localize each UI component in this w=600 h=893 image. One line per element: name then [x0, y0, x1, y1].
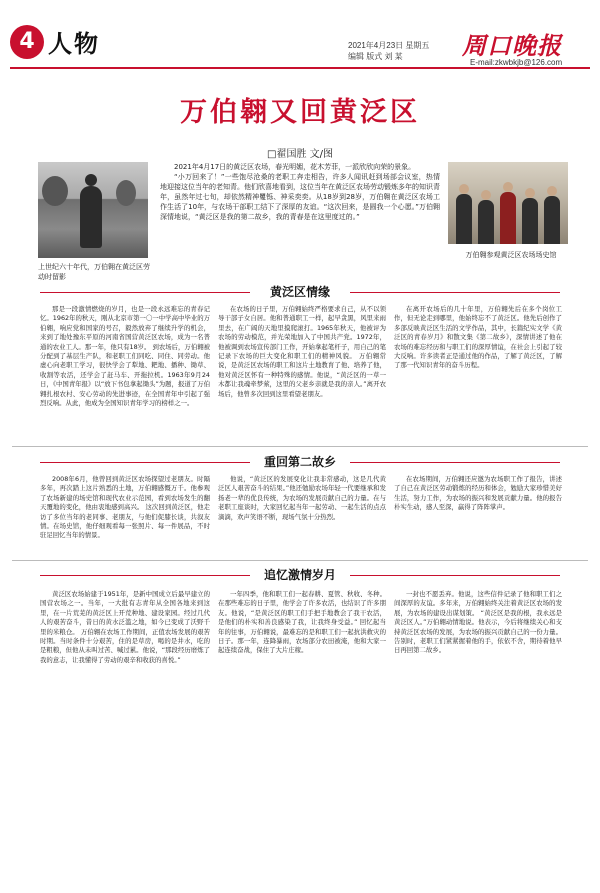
- section-heading: 追忆激情岁月: [263, 568, 336, 582]
- masthead: [0, 0, 600, 74]
- photo-person-shape: [544, 196, 560, 244]
- column-text: 2008年6月，他曾回到黄泛区农场探望过老朋友。时隔多年，再次踏上这片熟悉的土地，万伯翱感慨万千。他参观了农场新建的场史馆和现代农业示范园，看到农场发生的翻天覆地的变化，他由衷地感到高兴。 这次回到黄泛区，他走访了多位当年的老同事、老朋友，与他们促膝长谈，共叙友情。在场史馆，他仔细观看每一张照片、每一件展品，不时驻足回忆当年的情景。: [40, 475, 210, 540]
- column-text: 那是一段激情燃烧的岁月，也是一段永远难忘的青春记忆。1962年的秋天，刚从北京市第一〇一中学高中毕业的万伯翱，响应党和国家的号召，毅然放弃了继续升学的机会，来到了地处豫东平原的河南省国营黄泛区农场，成为一名普通的农业工人。那一年，他只有18岁。 到农场后，万伯翱被分配到了基层生产队，和老职工们同吃、同住、同劳动。他虚心向老职工学习，很快学会了犁地、耙地、播种、锄草、收割等农活，还学会了赶马车、开拖拉机。1963年9月24日，《中国青年报》以“放下书包拿起锄头”为题，报道了万伯翱扎根农村、安心劳动的先进事迹，在全国青年中引起了强烈反响。从此，他成为全国知识青年学习的榜样之一。: [40, 305, 210, 408]
- photo-person-shape: [456, 194, 472, 244]
- article-column: [40, 590, 210, 882]
- photo-person-shape: [478, 200, 494, 244]
- column-text: 在农场期间，万伯翱还应邀为农场职工作了报告，讲述了自己在黄泛区劳动锻炼的经历和体会，勉励大家珍惜美好生活，努力工作，为农场的振兴和发展贡献力量。他的报告朴实生动，感人至深，赢得了阵阵掌声。: [394, 475, 562, 512]
- article-column: [394, 590, 562, 882]
- article-column: [218, 305, 386, 441]
- intro-paragraph: “小万回来了！”一些饱尽沧桑的老职工奔走相告，许多人闻讯赶到场部会议室，热情地迎接这位当年的老知青。他们欣喜地看到，这位当年在黄泛区农场劳动锻炼多年的知识青年，虽然年过七旬，却依然精神矍铄、神采奕奕。从18岁到28岁，万伯翱在黄泛区农场工作生活了10年，与农场干部职工结下了深厚的友谊。“这次回来，是圆我一个心愿。”万伯翱深情地说，“黄泛区是我的第二故乡，我的青春是在这里度过的。”: [160, 173, 440, 221]
- section-heading: 重回第二故乡: [263, 455, 336, 469]
- historical-photo: [38, 162, 148, 258]
- photo-person-shape: [522, 198, 538, 244]
- column-text: 在离开农场后的几十年里，万伯翱先后在多个岗位工作，但无论走到哪里，他始终忘不了黄泛区。他先后创作了多部反映黄泛区生活的文学作品，其中，长篇纪实文学《黄泛区的青春岁月》和散文集《第二故乡》，深情讲述了他在农场的难忘经历和与职工们的深厚情谊，在社会上引起了较大反响。许多读者正是通过他的作品，了解了黄泛区，了解了那一代知识青年的奋斗历程。: [394, 305, 562, 370]
- article-intro: [160, 162, 440, 222]
- column-text: 他说，“黄泛区的发展变化让我非常感动，这是几代黄泛区人艰苦奋斗的结果。”他还勉励农场年轻一代要继承和发扬老一辈的优良传统，为农场的发展贡献自己的力量。在与老职工座谈时，大家回忆起当年一起劳动、一起生活的点点滴滴，欢声笑语不断，现场气氛十分热烈。: [218, 475, 386, 521]
- article-column: [40, 305, 210, 441]
- left-photo-caption: 上世纪六十年代，万伯翱在黄泛区劳动时留影: [38, 263, 150, 281]
- column-text: 一封也不愿丢弃。他说，这些信件记录了他和职工们之间深厚的友谊。多年来，万伯翱始终关注着黄泛区农场的发展，为农场的建设出谋划策。 “黄泛区是我的根，我永远是黄泛区人。”万伯翱动情地说。他表示，今后将继续关心和支持黄泛区农场的发展，为农场的振兴贡献自己的一份力量。告别时，老职工们紧紧握着他的手，依依不舍，期待着他早日再回第二故乡。: [394, 590, 562, 655]
- section-header: [0, 453, 600, 471]
- editor-credit: 编辑 版式 刘 某: [348, 52, 403, 61]
- page-number-badge: 4: [10, 25, 44, 59]
- masthead-rule: [10, 67, 590, 69]
- section-heading: 黄泛区情缘: [269, 285, 330, 299]
- photo-person-shape: [80, 186, 102, 248]
- photo-person-shape: [500, 192, 516, 244]
- section-header: [0, 566, 600, 584]
- article-column: [218, 475, 386, 557]
- visit-photo: [448, 162, 568, 244]
- article-column: [218, 590, 386, 882]
- section-title: 人物: [48, 29, 100, 58]
- article-headline: 万伯翱又回黄泛区: [180, 97, 420, 128]
- section-header: [0, 283, 600, 301]
- photo-tree-shape: [42, 176, 68, 206]
- article-column: [394, 305, 562, 441]
- section-divider: [12, 560, 588, 561]
- newspaper-logo: 周口晚报: [462, 31, 562, 60]
- intro-paragraph: 2021年4月17日的黄泛区农场，春光明媚，花木芳菲，一派欣欣向荣的景象。: [174, 163, 416, 171]
- photo-tree-shape: [116, 180, 136, 206]
- article-byline: □翟国胜 文/图: [267, 149, 333, 160]
- column-text: 黄泛区农场始建于1951年，是新中国成立后最早建立的国营农场之一。当年，一大批有志青年从全国各地来到这里，在一片荒芜的黄泛区上开荒种地、建设家园。经过几代人的艰苦奋斗，昔日的黄水泛滥之地，如今已变成了沃野千里的米粮仓。 万伯翱在农场工作期间，正值农场发展的艰苦时期。当时条件十分艰苦，住的是草房，喝的是井水，吃的是粗粮，但他从未叫过苦、喊过累。他说，“那段经历磨炼了我的意志，让我懂得了劳动的艰辛和收获的喜悦。”: [40, 590, 210, 664]
- article-column: [40, 475, 210, 557]
- right-photo-caption: 万伯翱参观黄泛区农场场史馆: [465, 251, 557, 259]
- contact-email: E-mail:zkwbkjb@126.com: [470, 58, 563, 67]
- column-text: 在农场的日子里，万伯翱始终严格要求自己，从不以领导干部子女自居。他和普通职工一样，起早贪黑，风里来雨里去，在广阔的天地里摸爬滚打。1965年秋天，他被评为农场的劳动模范，并光荣地加入了中国共产党。1972年，他被调到农场宣传部门工作，开始拿起笔杆子，用自己的笔记录下农场的巨大变化和职工们的精神风貌。 万伯翱常说，是黄泛区农场的职工和这片土地教育了他、培养了他，他对黄泛区怀有一种特殊的感情。他说，“黄泛区的一草一木都让我魂牵梦萦，这里的父老乡亲就是我的亲人。”离开农场后，他曾多次回到这里看望老朋友。: [218, 305, 386, 398]
- article-column: [394, 475, 562, 557]
- issue-date: 2021年4月23日 星期五: [348, 41, 430, 50]
- column-text: 一年四季，他和职工们一起春耕、夏管、秋收、冬种。在那些难忘的日子里，他学会了许多农活，也结识了许多朋友。他说，“是黄泛区的职工们手把手地教会了我干农活，是他们的朴实和善良感染了我，让我终身受益。” 回忆起当年的往事，万伯翱说，最难忘的是和职工们一起抗洪救灾的日子。那一年，连降暴雨，农场部分农田被淹，他和大家一起连续奋战，保住了大片庄稼。: [218, 590, 386, 655]
- section-divider: [12, 446, 588, 447]
